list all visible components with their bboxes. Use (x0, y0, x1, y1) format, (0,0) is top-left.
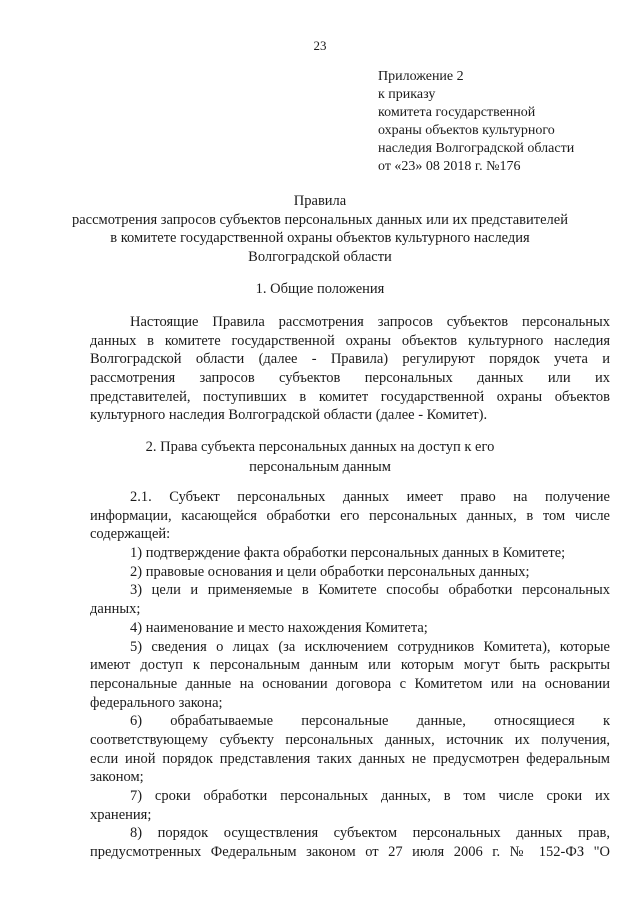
list-item-line: 1) подтверждение факта обработки персональных данных в Комитете; (130, 545, 566, 562)
document-title (60, 192, 580, 266)
paragraph-line: данных в комитете государственной охраны объектов культурного наследия (90, 332, 610, 349)
list-item-line: данных; (90, 601, 141, 618)
list-item-line: 5) сведения о лицах (за исключением сотрудников Комитета), которые (130, 638, 610, 655)
section-heading-text: 1. Общие положения (255, 281, 385, 297)
list-item-line: если иной порядок представления таких данных не предусмотрен федеральным (90, 750, 610, 767)
list-item-line: имеют доступ к персональным данным или которым могут быть раскрыты (90, 657, 610, 674)
title-line: в комитете государственной охраны объектов культурного наследия (110, 230, 530, 246)
section-2-body (90, 488, 610, 862)
title-line: Правила (293, 193, 347, 209)
paragraph-line: 2.1. Субъект персональных данных имеет право на получение (130, 489, 610, 505)
section-1-body (90, 313, 610, 425)
list-item-line: 8) порядок осуществления субъектом персональных данных прав, (130, 825, 610, 842)
paragraph-line: рассмотрения запросов субъектов персональных данных или их (90, 370, 610, 387)
list-item-line: персональные данные на основании договора с Комитетом или на основании (90, 675, 610, 692)
section-heading-text: персональным данным (249, 459, 391, 475)
list-item-line: 4) наименование и место нахождения Комитета; (130, 619, 428, 636)
section-heading-text: 2. Права субъекта персональных данных на доступ к его (145, 439, 495, 455)
list-item-line: 2) правовые основания и цели обработки персональных данных; (130, 563, 530, 580)
appendix-line: к приказу (378, 87, 436, 102)
list-item-line: законом; (90, 769, 144, 786)
paragraph-line: культурного наследия Волгоградской области (далее - Комитет). (90, 407, 488, 424)
title-line: Волгоградской области (248, 248, 392, 265)
appendix-line: охраны объектов культурного (378, 123, 555, 138)
paragraph-line: Настоящие Правила рассмотрения запросов субъектов персональных (130, 314, 610, 330)
appendix-line: Приложение 2 (378, 69, 464, 84)
list-item-line: предусмотренных Федеральным законом от 27 июля 2006 г. № 152-ФЗ "О (90, 844, 610, 861)
list-item-line: 3) цели и применяемые в Комитете способы обработки персональных (130, 582, 610, 599)
list-item-line: соответствующему субъекту персональных данных, источник их получения, (90, 731, 610, 748)
list-item-line: федерального закона; (90, 694, 223, 711)
appendix-line: от «23» 08 2018 г. №176 (378, 159, 521, 174)
section-2-heading (60, 437, 580, 477)
paragraph-line: представителей, поступивших в комитет государственной охраны объектов (90, 388, 610, 405)
page-number: 23 (313, 38, 327, 53)
section-1-heading (60, 279, 580, 299)
list-item-line: 7) сроки обработки персональных данных, в том числе сроки их (130, 788, 610, 804)
paragraph-line: содержащей: (90, 526, 171, 543)
title-line: рассмотрения запросов субъектов персональных данных или их представителей (71, 211, 568, 228)
appendix-line: наследия Волгоградской области (378, 141, 575, 156)
paragraph-line: Волгоградской области (далее - Правила) регулируют порядок учета и (90, 351, 610, 368)
list-item-line: хранения; (90, 806, 152, 823)
appendix-line: комитета государственной (378, 105, 536, 120)
paragraph-line: информации, касающейся обработки его персональных данных, в том числе (90, 507, 610, 524)
appendix-header (378, 68, 628, 176)
list-item-line: 6) обрабатываемые персональные данные, относящиеся к (130, 713, 610, 730)
